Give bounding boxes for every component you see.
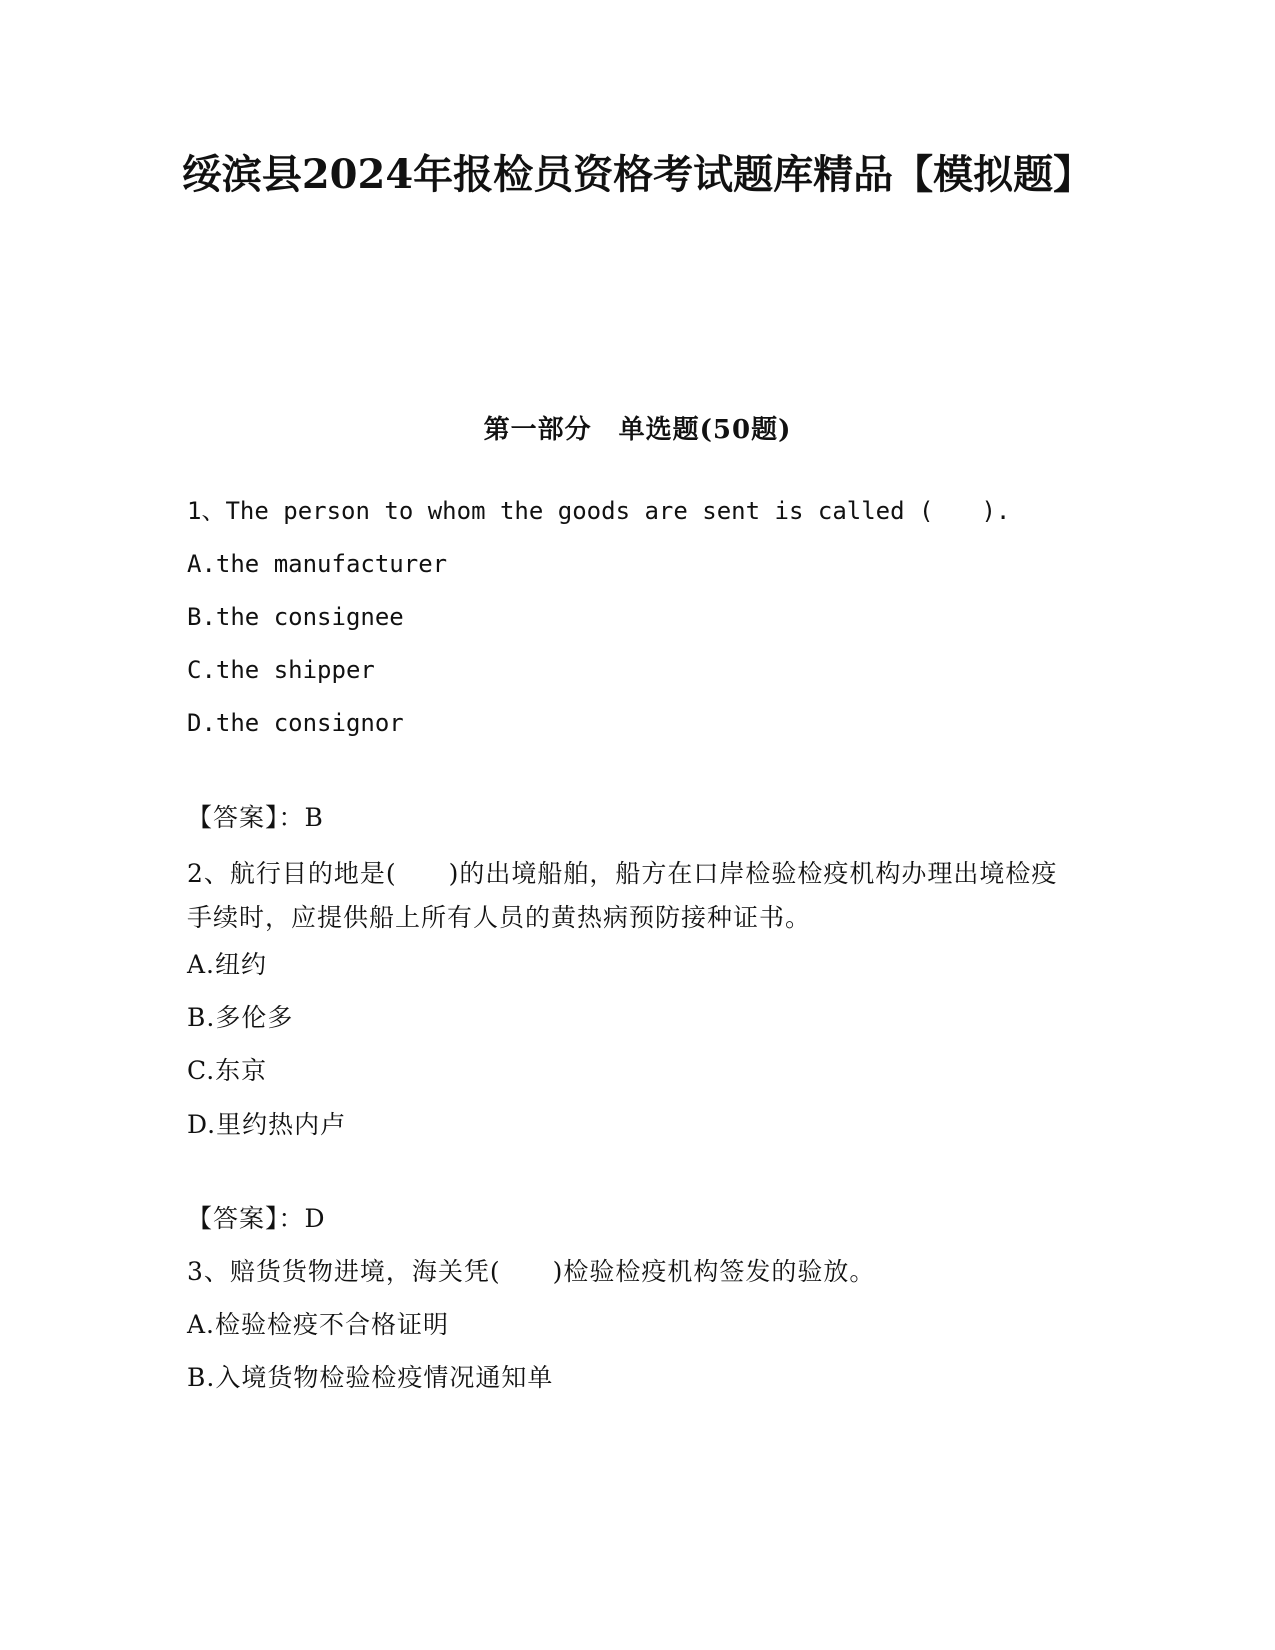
question-2-option-a: A.纽约 xyxy=(187,950,268,979)
question-2-option-d: D.里约热内卢 xyxy=(187,1110,347,1139)
question-1-option-a: A.the manufacturer xyxy=(187,550,448,578)
question-1-option-b: B.the consignee xyxy=(187,603,404,631)
document-title: 绥滨县2024年报检员资格考试题库精品【模拟题】 xyxy=(181,151,1094,198)
question-2-option-c: C.东京 xyxy=(187,1056,268,1085)
question-2-answer: 【答案】：D xyxy=(187,1204,326,1233)
question-3-option-b: B.入境货物检验检疫情况通知单 xyxy=(187,1363,554,1392)
question-3-stem: 3、赔货货物进境，海关凭( )检验检疫机构签发的验放。 xyxy=(187,1257,876,1286)
question-1-stem: 1、The person to whom the goods are sent is called ( ). xyxy=(187,497,1011,525)
question-2-option-b: B.多伦多 xyxy=(187,1003,294,1032)
question-1-option-c: C.the shipper xyxy=(187,656,375,684)
question-1-option-d: D.the consignor xyxy=(187,709,404,737)
question-3-option-a: A.检验检疫不合格证明 xyxy=(187,1310,450,1339)
question-2-stem: 2、航行目的地是( )的出境船舶，船方在口岸检验检疫机构办理出境检疫手续时，应提供船上所有人员的黄热病预防接种证书。 xyxy=(187,859,1058,932)
section-heading: 第一部分 单选题(50题) xyxy=(483,415,792,445)
question-1-answer: 【答案】：B xyxy=(187,803,324,832)
